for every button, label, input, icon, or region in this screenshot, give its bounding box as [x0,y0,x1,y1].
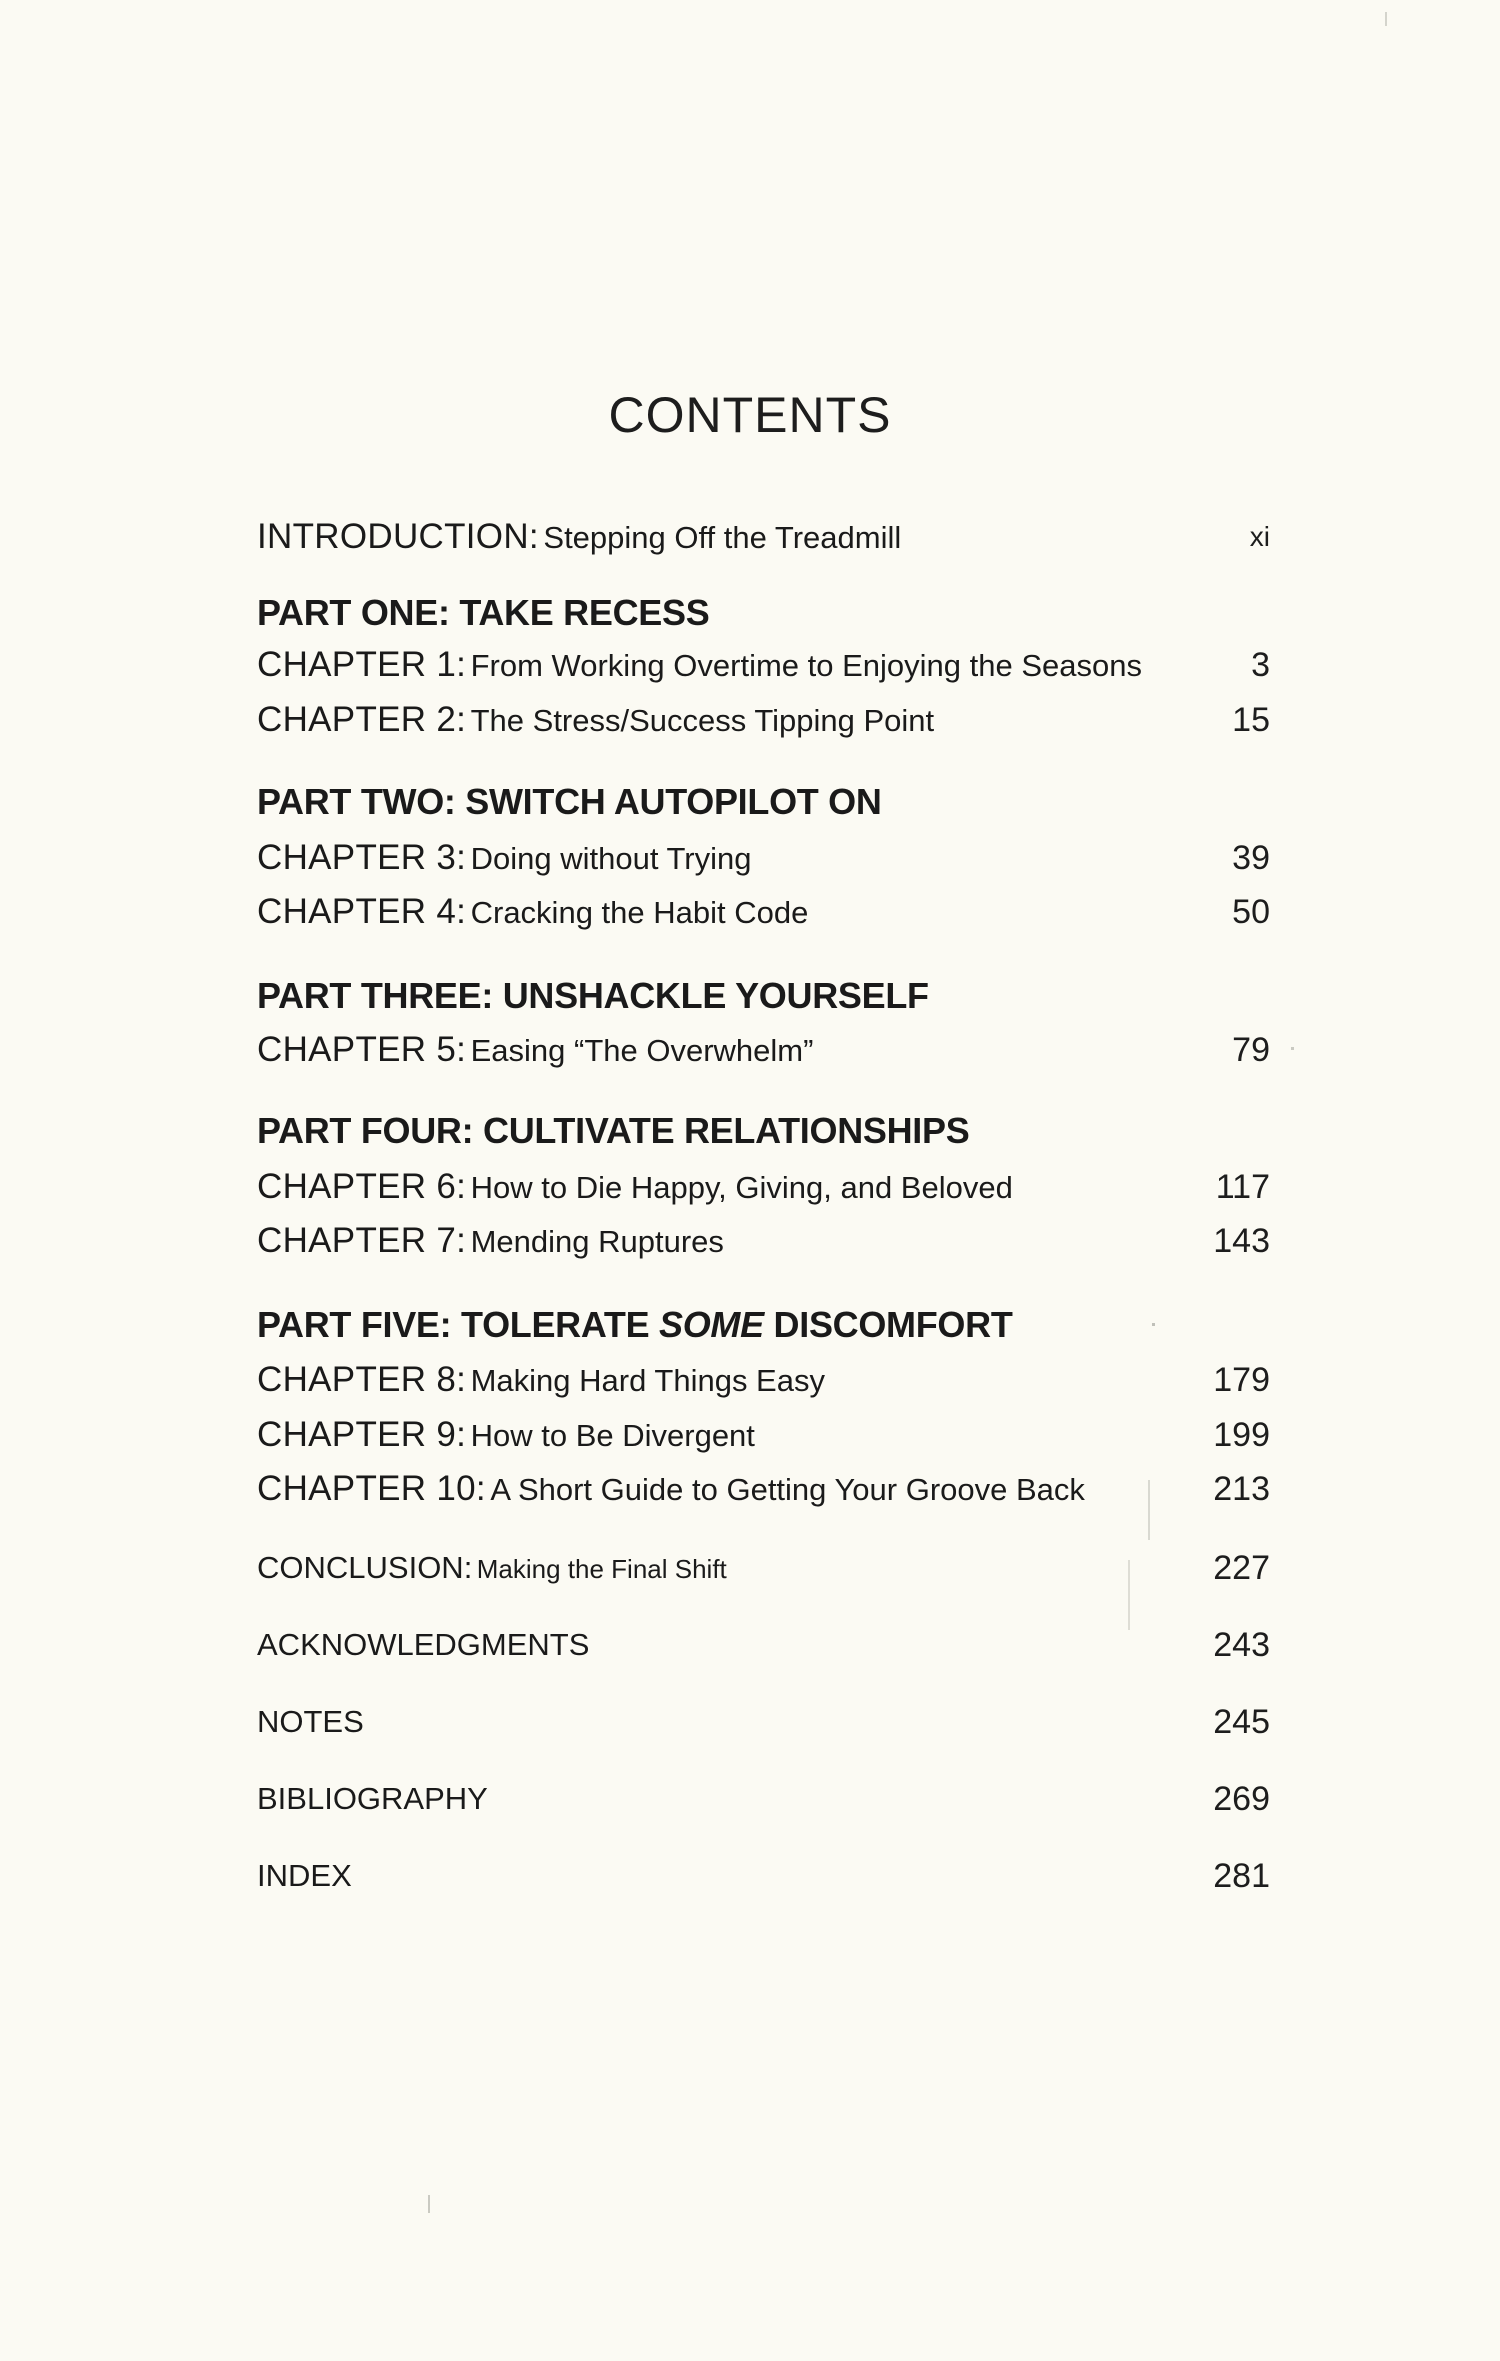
toc-entry-chapter-8[interactable] [257,1357,1270,1403]
entry-label: CHAPTER 1: [257,645,467,684]
page-number: 199 [1213,1416,1270,1454]
part-heading: PART TWO: SWITCH AUTOPILOT ON [257,781,882,822]
toc-entry-chapter-10[interactable] [257,1466,1270,1512]
entry-title: Cracking the Habit Code [470,895,809,930]
entry-label: CHAPTER 5: [257,1030,467,1069]
entry-title: Easing “The Overwhelm” [470,1033,814,1068]
entry-title: Stepping Off the Treadmill [543,520,902,555]
entry-label: CHAPTER 4: [257,892,467,931]
toc-entry-chapter-7[interactable] [257,1218,1270,1264]
page-number: 15 [1232,701,1270,739]
page-number: 213 [1213,1470,1270,1508]
page-number: 39 [1232,839,1270,877]
entry-title: Doing without Trying [470,841,752,876]
page-number: 281 [1213,1857,1270,1895]
toc-entry-notes[interactable] [257,1699,1270,1745]
page-number: xi [1249,521,1270,552]
page-number: 179 [1213,1361,1270,1399]
toc-entry-chapter-4[interactable] [257,889,1270,935]
toc-entry-chapter-2[interactable] [257,697,1270,743]
entry-title: How to Die Happy, Giving, and Beloved [470,1170,1013,1205]
entry-title: How to Be Divergent [470,1418,755,1453]
entry-label: CHAPTER 9: [257,1415,467,1454]
entry-title: Making Hard Things Easy [470,1363,825,1398]
toc-entry-chapter-6[interactable] [257,1164,1270,1210]
paper-speck [1385,12,1387,26]
page-number: 227 [1213,1549,1270,1587]
paper-speck [1148,1480,1150,1540]
page-number: 243 [1213,1626,1270,1664]
entry-label: CHAPTER 3: [257,838,467,877]
part-heading: PART ONE: TAKE RECESS [257,592,710,633]
part-heading-post: DISCOMFORT [763,1304,1013,1345]
paper-speck [428,2195,430,2213]
toc-entry-index[interactable] [257,1853,1270,1899]
page-number: 143 [1213,1222,1270,1260]
part-heading [257,1302,1013,1348]
entry-label: CHAPTER 8: [257,1360,467,1399]
entry-label: BIBLIOGRAPHY [257,1781,488,1816]
page-title: CONTENTS [608,387,892,443]
entry-label: CONCLUSION: [257,1550,473,1585]
entry-label: CHAPTER 10: [257,1469,486,1508]
part-heading-pre: PART FIVE: TOLERATE [257,1304,660,1345]
entry-title: Making the Final Shift [476,1554,727,1584]
page-number: 50 [1232,893,1270,931]
toc-entry-introduction[interactable] [257,514,1270,560]
entry-title: Mending Ruptures [470,1224,724,1259]
page-number: 79 [1232,1031,1270,1069]
toc-entry-conclusion[interactable] [257,1545,1270,1591]
entry-title: The Stress/Success Tipping Point [470,703,935,738]
toc-entry-chapter-3[interactable] [257,835,1270,881]
page-number: 3 [1251,646,1270,684]
toc-entry-chapter-5[interactable] [257,1027,1270,1073]
paper-speck [1152,1323,1155,1326]
entry-label: CHAPTER 6: [257,1167,467,1206]
entry-label: CHAPTER 7: [257,1221,467,1260]
page-number: 269 [1213,1780,1270,1818]
entry-label: INTRODUCTION: [257,517,539,556]
entry-label: ACKNOWLEDGMENTS [257,1627,590,1662]
page-number: 245 [1213,1703,1270,1741]
part-heading-emphasis: SOME [659,1304,764,1345]
toc-entry-acknowledgments[interactable] [257,1622,1270,1668]
toc-entry-chapter-1[interactable] [257,642,1270,688]
entry-label: CHAPTER 2: [257,700,467,739]
entry-title: From Working Overtime to Enjoying the Seasons [470,648,1142,683]
paper-speck [1291,1047,1294,1050]
entry-label: INDEX [257,1858,352,1893]
toc-entry-chapter-9[interactable] [257,1412,1270,1458]
part-heading: PART FOUR: CULTIVATE RELATIONSHIPS [257,1110,970,1151]
part-heading: PART THREE: UNSHACKLE YOURSELF [257,975,929,1016]
page-number: 117 [1215,1168,1270,1206]
toc-entry-bibliography[interactable] [257,1776,1270,1822]
paper-speck [1128,1560,1130,1630]
entry-label: NOTES [257,1704,364,1739]
entry-title: A Short Guide to Getting Your Groove Back [490,1472,1085,1507]
